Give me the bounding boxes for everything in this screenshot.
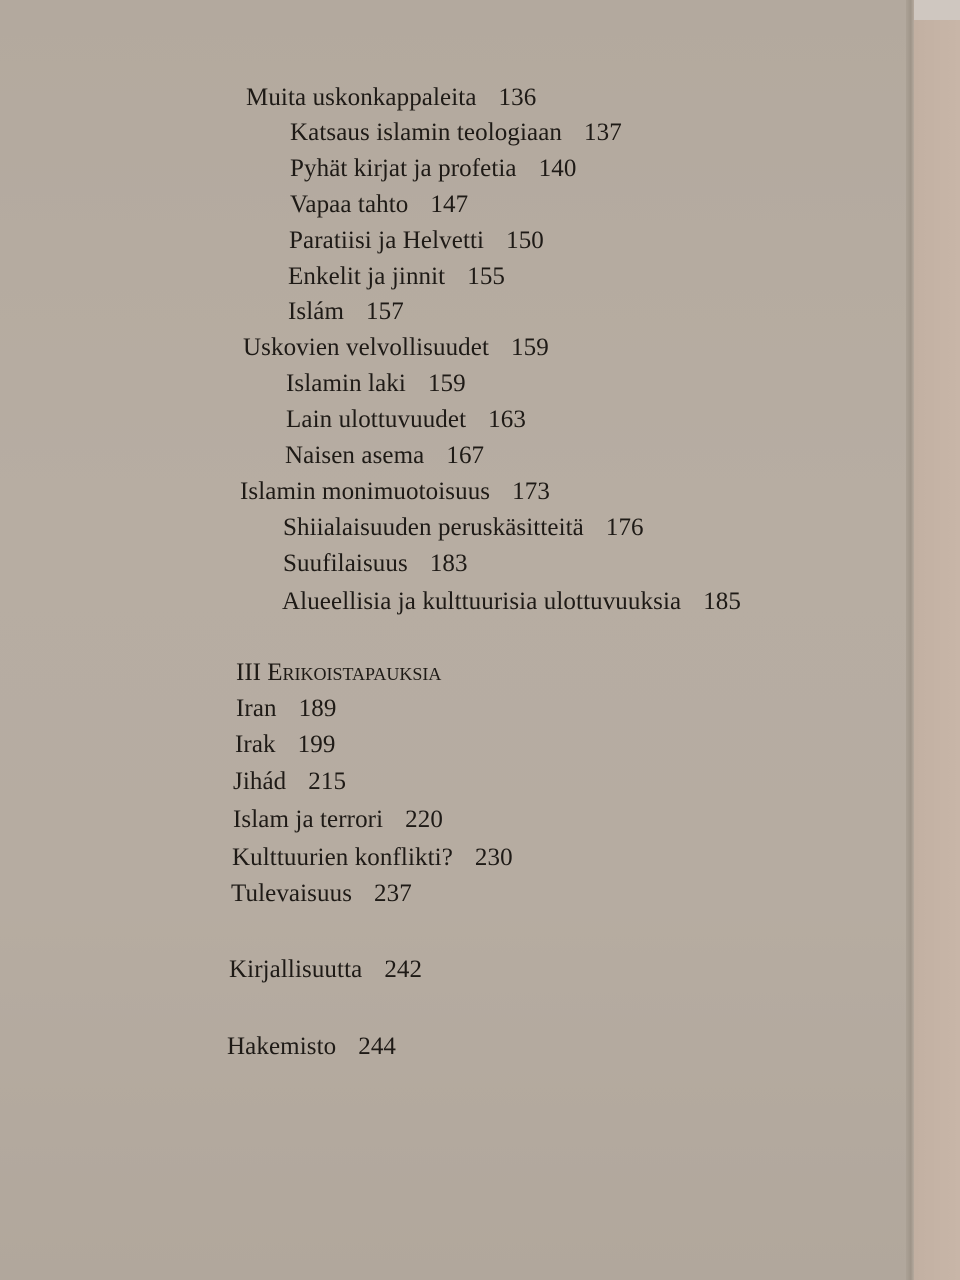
toc-subsection-entry (288, 262, 505, 292)
toc-chapter-entry (236, 694, 336, 724)
toc-entry-page: 199 (297, 731, 336, 758)
toc-chapter-entry (232, 843, 513, 873)
toc-entry-title: Iran (236, 695, 277, 722)
toc-entry-page: 185 (703, 588, 741, 615)
toc-entry-page: 244 (358, 1033, 397, 1060)
toc-subsection-entry (290, 118, 622, 148)
toc-backmatter-entry (227, 1032, 396, 1062)
toc-subsection-entry (283, 549, 468, 579)
toc-entry-page: 167 (446, 442, 485, 469)
toc-section-entry (240, 477, 550, 507)
toc-entry-title: Islam ja terrori (233, 806, 384, 833)
toc-chapter-entry (233, 767, 346, 797)
toc-subsection-entry (288, 297, 404, 327)
toc-entry-title: Hakemisto (227, 1033, 337, 1060)
toc-entry-title: Kulttuurien konflikti? (232, 844, 453, 871)
toc-chapter-entry (233, 805, 443, 835)
toc-entry-title: Naisen asema (285, 442, 425, 469)
toc-chapter-entry (231, 879, 412, 909)
toc-entry-title: Tulevaisuus (231, 880, 353, 907)
toc-entry-page: 215 (308, 768, 347, 795)
toc-entry-page: 147 (430, 191, 469, 218)
toc-chapter-entry (235, 730, 335, 760)
background-surface (914, 0, 960, 20)
toc-entry-page: 137 (584, 119, 622, 146)
toc-entry-page: 183 (429, 550, 468, 577)
toc-entry-page: 159 (511, 334, 549, 361)
page-gutter-edge (906, 0, 914, 1280)
part-numeral: III (236, 659, 261, 686)
toc-subsection-entry (290, 154, 576, 184)
toc-subsection-entry (283, 513, 644, 543)
toc-entry-title: Vapaa tahto (290, 191, 409, 218)
toc-entry-title: Shiialaisuuden peruskäsitteitä (283, 514, 584, 541)
toc-entry-title: Islamin laki (286, 370, 406, 397)
toc-entry-title: Muita uskonkappaleita (246, 84, 477, 111)
toc-entry-page: 220 (405, 806, 443, 833)
toc-entry-title: Paratiisi ja Helvetti (289, 227, 485, 254)
toc-entry-title: Kirjallisuutta (229, 956, 363, 983)
toc-subsection-entry (290, 190, 468, 220)
toc-entry-title: Irak (235, 731, 276, 758)
toc-entry-page: 173 (512, 478, 550, 505)
toc-entry-page: 159 (427, 370, 466, 397)
toc-backmatter-entry (229, 955, 422, 985)
toc-subsection-entry (286, 405, 526, 435)
toc-entry-title: Enkelit ja jinnit (288, 263, 446, 290)
toc-entry-page: 237 (374, 880, 412, 907)
toc-subsection-entry (285, 441, 484, 471)
toc-entry-title: Suufilaisuus (283, 550, 408, 577)
toc-entry-page: 157 (366, 298, 404, 325)
toc-entry-title: Islám (288, 298, 345, 325)
toc-entry-title: Lain ulottuvuudet (286, 406, 467, 433)
toc-entry-title: Uskovien velvollisuudet (243, 334, 490, 361)
toc-subsection-entry (289, 226, 544, 256)
toc-entry-page: 155 (467, 263, 506, 290)
toc-entry-page: 136 (498, 84, 537, 111)
toc-entry-title: Katsaus islamin teologiaan (290, 119, 562, 146)
toc-entry-page: 140 (538, 155, 577, 182)
toc-section-entry (243, 333, 549, 363)
toc-subsection-entry (282, 587, 741, 617)
toc-entry-title: Islamin monimuotoisuus (240, 478, 491, 505)
part-heading (236, 658, 441, 688)
toc-entry-page: 230 (474, 844, 513, 871)
toc-entry-page: 150 (506, 227, 544, 254)
part-title: Erikoistapauksia (267, 659, 442, 686)
toc-entry-page: 242 (384, 956, 423, 983)
toc-entry-page: 189 (298, 695, 337, 722)
adjacent-page-edge (914, 20, 960, 1280)
toc-subsection-entry (286, 369, 466, 399)
toc-section-entry (246, 83, 536, 113)
toc-entry-page: 176 (605, 514, 644, 541)
toc-entry-title: Jihád (233, 768, 287, 795)
toc-entry-title: Alueellisia ja kulttuurisia ulottuvuuksia (282, 588, 682, 615)
toc-entry-page: 163 (488, 406, 526, 433)
toc-entry-title: Pyhät kirjat ja profetia (290, 155, 517, 182)
